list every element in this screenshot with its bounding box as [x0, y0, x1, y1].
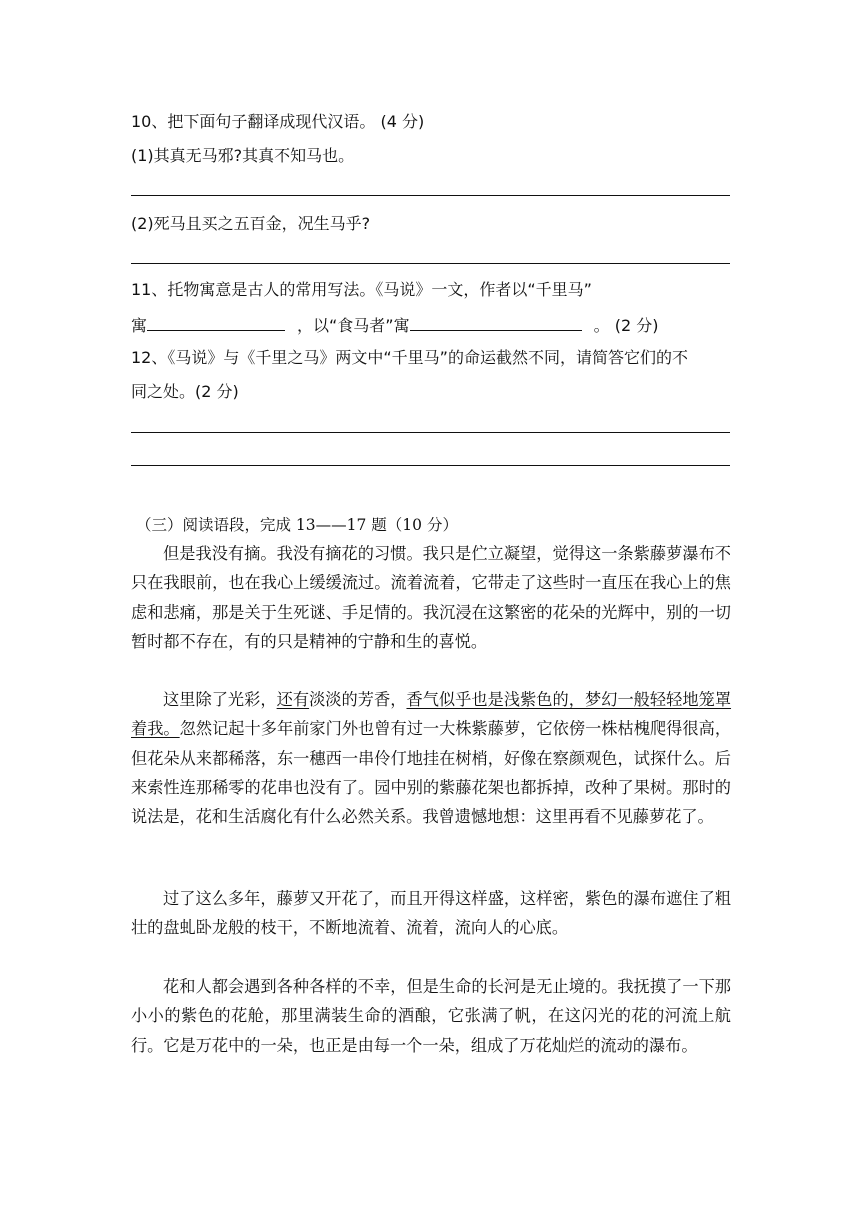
answer-line[interactable]: [131, 465, 730, 466]
question-11-yu: 寓: [131, 316, 148, 335]
answer-line[interactable]: [131, 195, 730, 196]
answer-line[interactable]: [131, 432, 730, 433]
passage-paragraph-2: [131, 685, 731, 831]
question-10-sentence-2: (2)死马且买之五百金，况生马乎?: [131, 214, 371, 233]
question-12-line-2: 同之处。(2 分): [131, 382, 239, 401]
passage-paragraph-3: 过了这么多年，藤萝又开花了，而且开得这样盛，这样密，紫色的瀑布遮住了粗壮的盘虬卧龙般的枝干，不断地流着、流着，流向人的心底。: [131, 889, 731, 938]
question-12-line-1: 12、《马说》与《千里之马》两文中“千里马”的命运截然不同，请简答它们的不: [131, 348, 688, 367]
passage-paragraph-4: 花和人都会遇到各种各样的不幸，但是生命的长河是无止境的。我抚摸了一下那小小的紫色的花舱，那里满装生命的酒酿，它张满了帆，在这闪光的花的河流上航行。它是万花中的一朵，也正是由每一个一朵，组成了万花灿烂的流动的瀑布。: [131, 977, 731, 1055]
answer-line[interactable]: [131, 263, 730, 264]
fill-blank-2[interactable]: [410, 314, 582, 331]
question-11-line-2: [131, 314, 731, 336]
question-10-title: 10、把下面句子翻译成现代汉语。 (4 分): [131, 112, 425, 131]
question-11-mid: ，以“食马者”寓: [297, 316, 410, 335]
underlined-sentence: 香气似乎也是浅紫色的，梦幻一般轻轻地笼罩着我。: [131, 690, 732, 739]
question-11-line-1: 11、托物寓意是古人的常用写法。《马说》一文，作者以“千里马”: [131, 280, 592, 299]
passage-text: 忽然记起十多年前家门外也曾有过一大株紫藤萝，它依傍一株枯槐爬得很高，但花朵从来都稀落，东一穗西一串伶仃地挂在树梢，好像在察颜观色，试探什么。后来索性连那稀零的花串也没有了。园中别的紫藤花架也都拆掉，改种了果树。那时的说法是，花和生活腐化有什么必然关系。我曾遗憾地想：这里再看不见藤萝花了。: [131, 719, 732, 827]
passage-paragraph-1: 但是我没有摘。我没有摘花的习惯。我只是伫立凝望，觉得这一条紫藤萝瀑布不只在我眼前，也在我心上缓缓流过。流着流着，它带走了这些时一直压在我心上的焦虑和悲痛，那是关于生死谜、手足情的。我沉浸在这繁密的花朵的光辉中，别的一切暂时都不存在，有的只是精神的宁静和生的喜悦。: [131, 544, 731, 651]
passage-text: 这里除了光彩，: [163, 690, 277, 709]
section-3-heading: （三）阅读语段，完成 13——17 题（10 分）: [136, 516, 458, 534]
question-10-sentence-1: (1)其真无马邪?其真不知马也。: [131, 146, 355, 165]
underlined-text: 还有: [276, 690, 310, 709]
passage-text: 淡淡的芳香，: [309, 690, 407, 709]
fill-blank-1[interactable]: [147, 314, 285, 331]
question-11-end: 。 (2 分): [593, 316, 659, 335]
